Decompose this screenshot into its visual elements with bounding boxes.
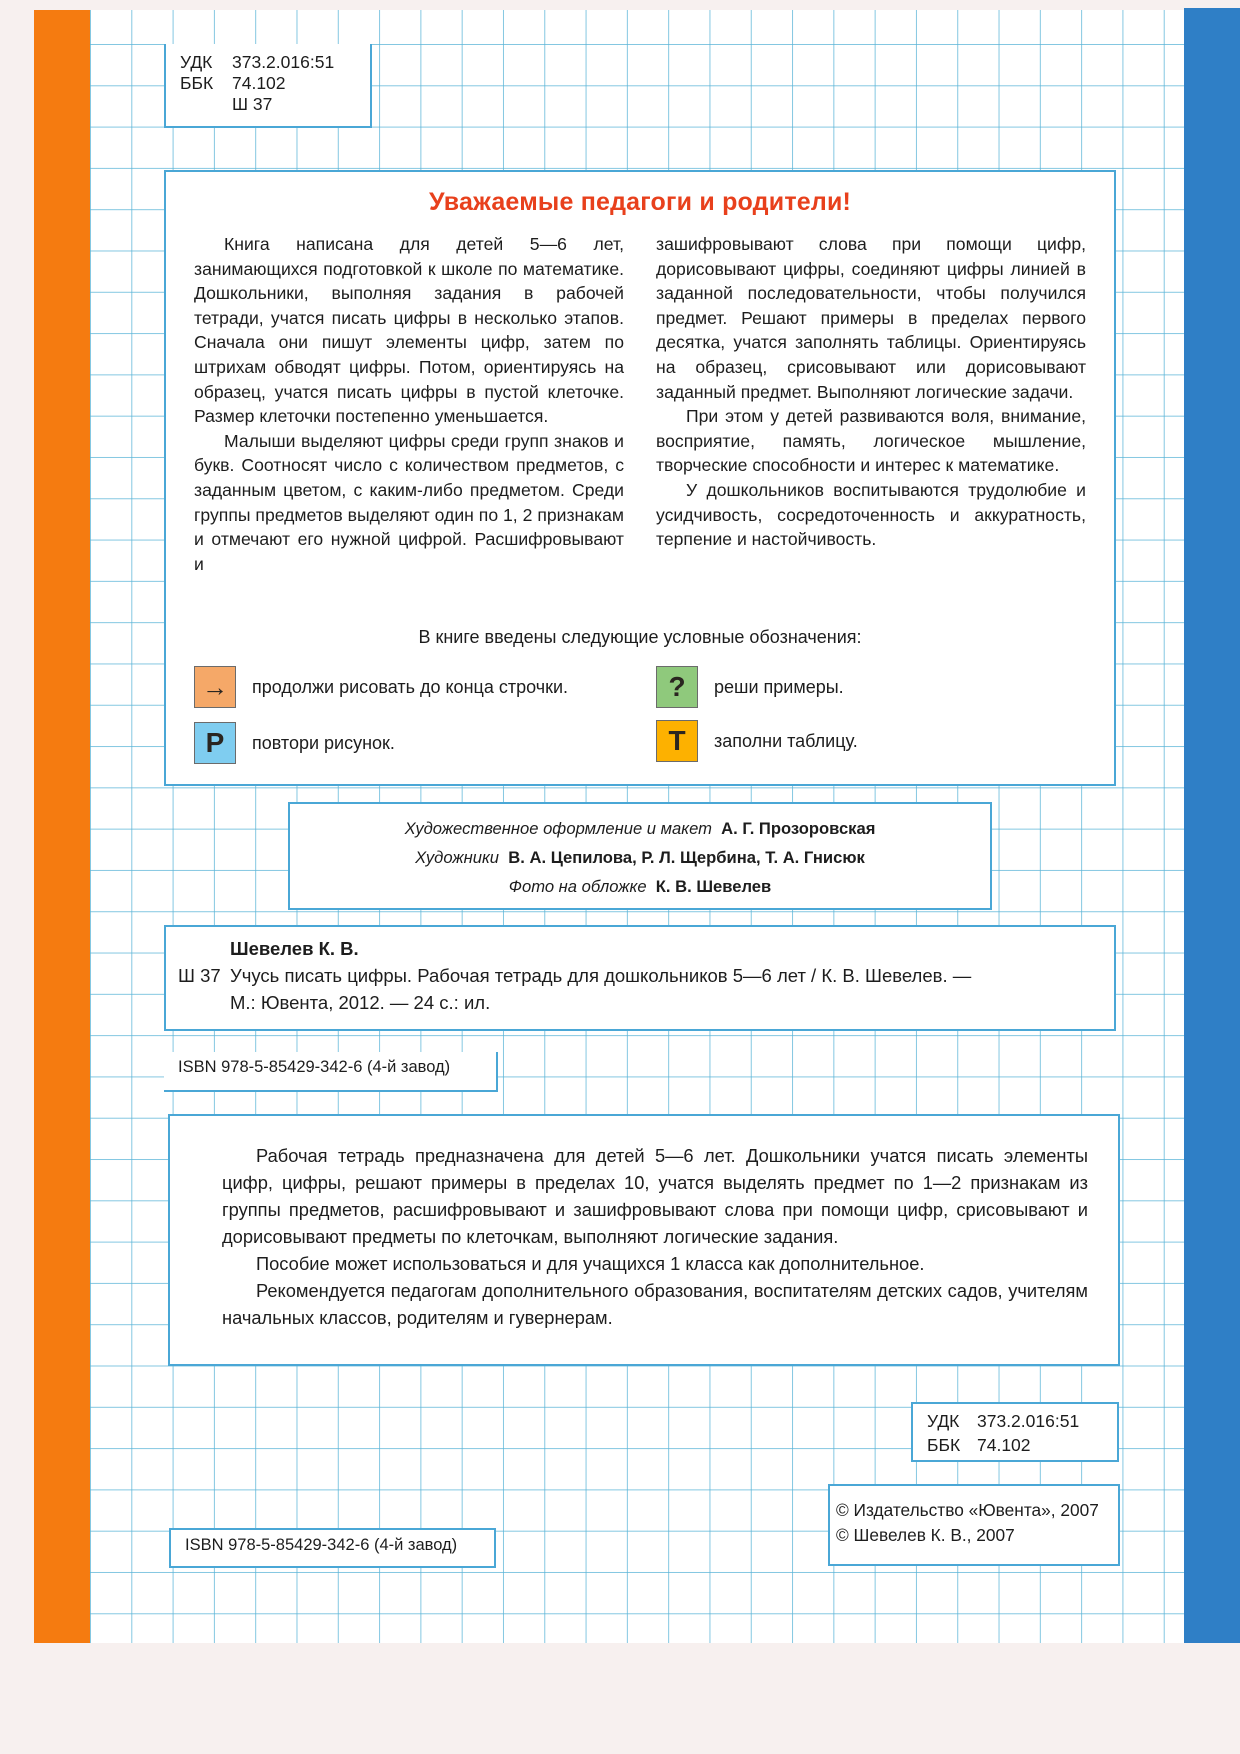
udk-box-bottom bbox=[911, 1402, 1119, 1462]
isbn-bottom: ISBN 978-5-85429-342-6 (4-й завод) bbox=[169, 1528, 496, 1568]
annotation-box bbox=[168, 1114, 1120, 1366]
catalog-code: Ш 37 bbox=[178, 965, 221, 986]
foreword-left-column bbox=[194, 232, 624, 576]
design-role: Художественное оформление и макет bbox=[404, 819, 712, 838]
foreword-title: Уважаемые педагоги и родители! bbox=[428, 188, 852, 216]
author-code: Ш 37 bbox=[232, 94, 273, 114]
legend-label: продолжи рисовать до конца строчки. bbox=[252, 676, 569, 697]
legend-title: В книге введены следующие условные обозначения: bbox=[418, 627, 862, 647]
paragraph: Книга написана для детей 5—6 лет, занимающихся подготовкой к школе по математике. Дошкольники, выполняя задания в рабочей тетради, учатся писать цифры в несколько этапов. Сначала они пишут элементы цифр, затем по штрихам обводят цифры. Потом, ориентируясь на образец, учатся писать цифры в пустой клеточке. Размер клеточки постепенно уменьшается. bbox=[194, 234, 624, 427]
catalog-line-1: Учусь писать цифры. Рабочая тетрадь для дошкольников 5—6 лет / К. В. Шевелев. — bbox=[230, 965, 972, 986]
bbk-value: 74.102 bbox=[232, 73, 286, 93]
legend-label: реши примеры. bbox=[714, 676, 844, 697]
udk-box-top bbox=[164, 44, 372, 128]
legend-label: повтори рисунок. bbox=[252, 732, 395, 753]
udk-value: 373.2.016:51 bbox=[232, 52, 335, 72]
photo-name: К. В. Шевелев bbox=[655, 877, 772, 896]
legend-item-repeat bbox=[194, 722, 395, 764]
bbk-value: 74.102 bbox=[977, 1435, 1031, 1455]
paragraph: При этом у детей развиваются воля, внимание, восприятие, память, логическое мышление, творческие способности и интерес к математике. bbox=[656, 406, 1086, 476]
copyright-author: © Шевелев К. В., 2007 bbox=[836, 1525, 1015, 1545]
paragraph: Пособие может использоваться и для учащихся 1 класса как дополнительное. bbox=[256, 1253, 925, 1274]
isbn-top: ISBN 978-5-85429-342-6 (4-й завод) bbox=[164, 1052, 498, 1092]
catalog-author: Шевелев К. В. bbox=[230, 938, 359, 959]
artists-names: В. А. Цепилова, Р. Л. Щербина, Т. А. Гнисюк bbox=[508, 848, 865, 867]
paragraph: У дошкольников воспитываются трудолюбие и усидчивость, сосредоточенность и аккуратность, терпение и настойчивость. bbox=[656, 479, 1086, 550]
arrow-right-icon: → bbox=[194, 666, 236, 708]
bbk-label: ББК bbox=[180, 73, 214, 93]
udk-label: УДК bbox=[927, 1411, 960, 1431]
foreword-box bbox=[164, 170, 1116, 786]
letter-t-icon: Т bbox=[656, 720, 698, 762]
paragraph: Рабочая тетрадь предназначена для детей 5—6 лет. Дошкольники учатся писать элементы цифр, цифры, решают примеры в пределах 10, учатся выделять предмет по 1—2 признакам из группы предметов, расшифровывают и зашифровывают слова при помощи цифр, срисовывают и дорисовывают предметы по клеточкам, выполняют логические задания. bbox=[222, 1145, 1088, 1247]
legend-item-continue bbox=[194, 666, 568, 708]
bbk-label: ББК bbox=[927, 1435, 961, 1455]
question-icon: ? bbox=[656, 666, 698, 708]
left-orange-strip bbox=[34, 10, 90, 1643]
copyright-publisher: © Издательство «Ювента», 2007 bbox=[836, 1500, 1099, 1520]
copyright-box bbox=[828, 1484, 1120, 1566]
catalog-line-2: М.: Ювента, 2012. — 24 с.: ил. bbox=[230, 992, 491, 1013]
paragraph: Малыши выделяют цифры среди групп знаков и букв. Соотносят число с количеством предметов, с заданным цветом, с каким-либо предметом. Среди группы предметов выделяют один по 1, 2 признакам и отмечают его нужной цифрой. Расшифровывают и bbox=[194, 430, 624, 574]
paragraph: Рекомендуется педагогам дополнительного образования, воспитателям детских садов, учителям начальных классов, родителям и гувернерам. bbox=[222, 1280, 1088, 1328]
credits-box bbox=[288, 802, 992, 910]
udk-value: 373.2.016:51 bbox=[977, 1411, 1080, 1431]
paragraph: зашифровывают слова при помощи цифр, дорисовывают цифры, соединяют цифры линией в заданной последовательности, чтобы получился предмет. Решают примеры в пределах первого десятка, учатся заполнять таблицы. Ориентируясь на образец, срисовывают или дорисовывают заданный предмет. Выполняют логические задачи. bbox=[656, 234, 1086, 402]
photo-role: Фото на обложке bbox=[508, 877, 647, 896]
udk-label: УДК bbox=[180, 52, 213, 72]
legend-item-table bbox=[656, 720, 858, 762]
legend-item-solve bbox=[656, 666, 844, 708]
legend-label: заполни таблицу. bbox=[714, 730, 858, 751]
right-blue-strip bbox=[1184, 8, 1240, 1643]
design-name: А. Г. Прозоровская bbox=[721, 819, 876, 838]
foreword-right-column bbox=[656, 232, 1086, 552]
artists-role: Художники bbox=[415, 848, 500, 867]
letter-p-icon: Р bbox=[194, 722, 236, 764]
catalog-card bbox=[164, 925, 1116, 1031]
